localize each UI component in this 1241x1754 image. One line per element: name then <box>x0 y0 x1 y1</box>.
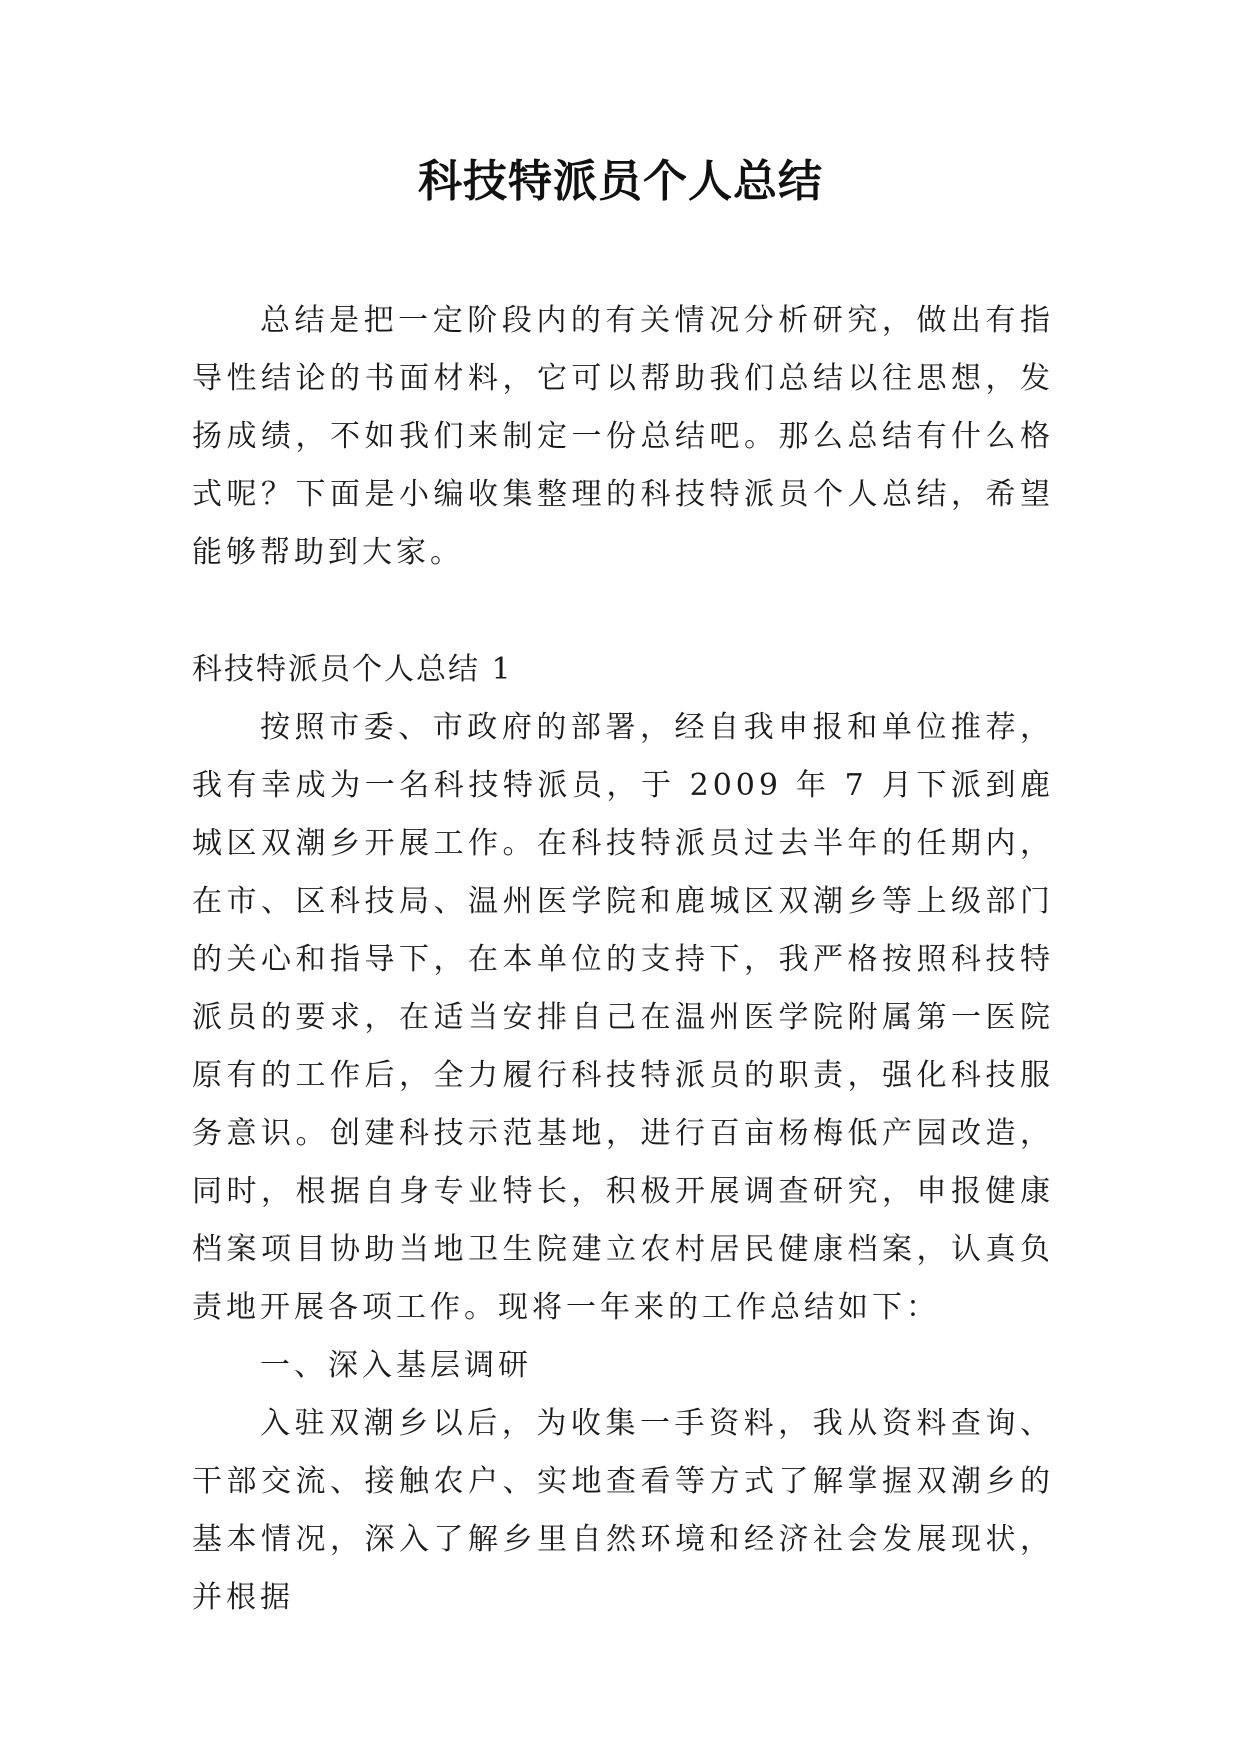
section-1 <box>192 641 1054 1627</box>
section-heading: 科技特派员个人总结 1 <box>192 652 513 687</box>
subheading-1: 一、深入基层调研 <box>260 1348 532 1383</box>
intro-paragraph: 总结是把一定阶段内的有关情况分析研究，做出有指导性结论的书面材料，它可以帮助我们总结以往思想，发扬成绩，不如我们来制定一份总结吧。那么总结有什么格式呢？下面是小编收集整理的科技特派员个人总结，希望能够帮助到大家。 <box>192 303 1054 570</box>
body-paragraph-2: 入驻双潮乡以后，为收集一手资料，我从资料查询、干部交流、接触农户、实地查看等方式了解掌握双潮乡的基本情况，深入了解乡里自然环境和经济社会发展现状，并根据 <box>192 1406 1054 1615</box>
document-title: 科技特派员个人总结 <box>418 156 823 207</box>
intro-block <box>192 292 1054 582</box>
body-paragraph-1: 按照市委、市政府的部署，经自我申报和单位推荐，我有幸成为一名科技特派员，于 2009 年 7 月下派到鹿城区双潮乡开展工作。在科技特派员过去半年的任期内，在市、区科技局、温州医学院和鹿城区双潮乡等上级部门的关心和指导下，在本单位的支持下，我严格按照科技特派员的要求，在适当安排自己在温州医学院附属第一医院原有的工作后，全力履行科技特派员的职责，强化科技服务意识。创建科技示范基地，进行百亩杨梅低产园改造，同时，根据自身专业特长，积极开展调查研究，申报健康档案项目协助当地卫生院建立农村居民健康档案，认真负责地开展各项工作。现将一年来的工作总结如下： <box>192 710 1054 1325</box>
